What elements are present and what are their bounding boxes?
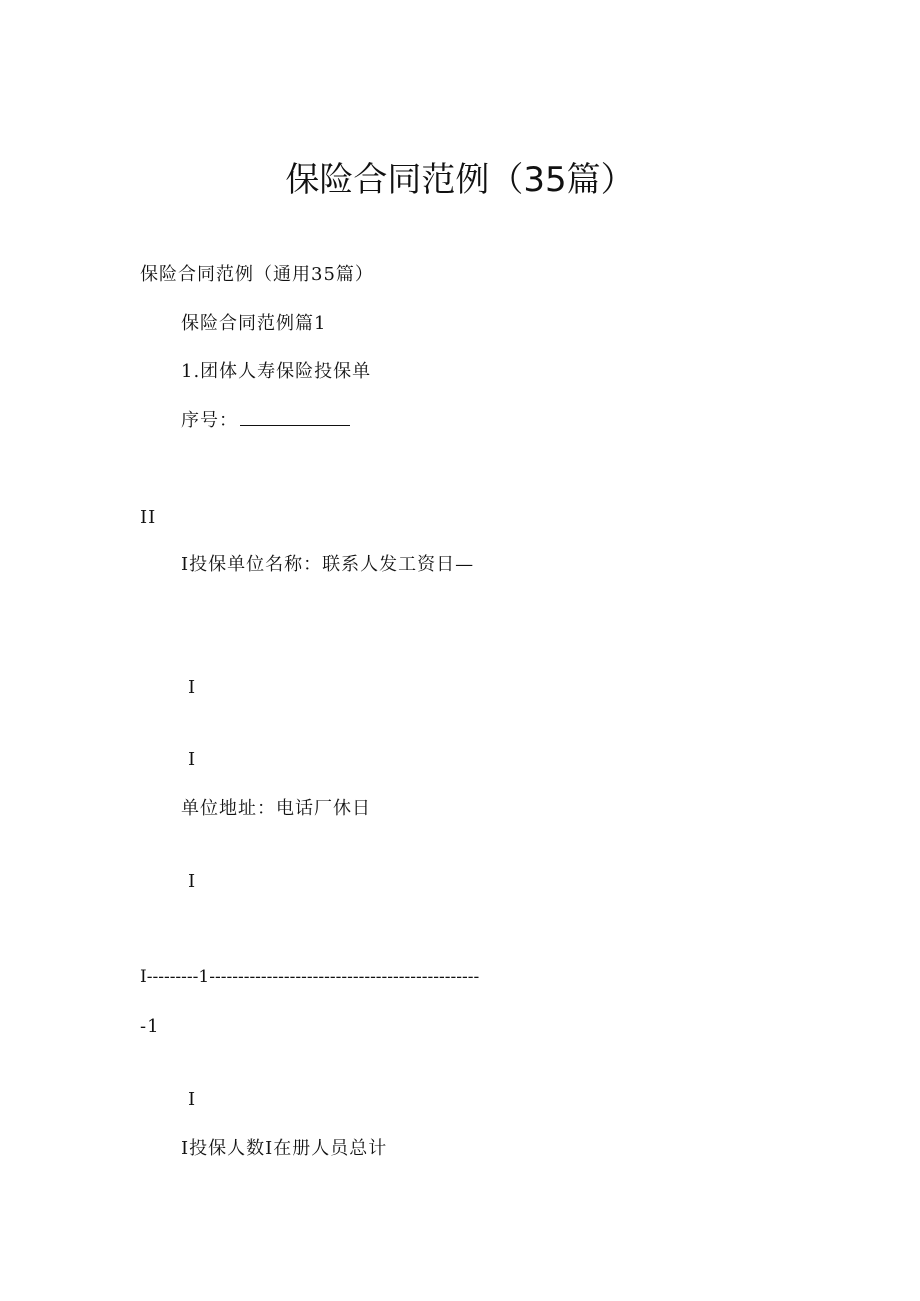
document-subtitle: 保险合同范例（通用35篇） xyxy=(140,264,374,285)
form-text-line: I xyxy=(188,677,197,698)
section-heading: 保险合同范例篇1 xyxy=(181,313,327,334)
serial-number-label: 序号： xyxy=(181,410,238,431)
form-text-line: II xyxy=(140,507,157,528)
table-border-line: I---------1----------------------------------------------- xyxy=(140,967,480,987)
serial-number-field xyxy=(240,409,350,426)
form-text-line: I xyxy=(188,1089,197,1110)
form-text-line: -1 xyxy=(140,1016,160,1037)
serial-number-row xyxy=(181,409,350,433)
form-text-line: I xyxy=(188,749,197,770)
document-title: 保险合同范例（35篇） xyxy=(285,160,635,200)
address-row: 单位地址：电话厂休日 xyxy=(181,798,371,819)
applicant-name-row: I投保单位名称：联系人发工资日— xyxy=(181,554,475,575)
form-heading: 1.团体人寿保险投保单 xyxy=(181,361,372,382)
form-text-line: I xyxy=(188,871,197,892)
insured-count-row: I投保人数I在册人员总计 xyxy=(181,1138,388,1159)
